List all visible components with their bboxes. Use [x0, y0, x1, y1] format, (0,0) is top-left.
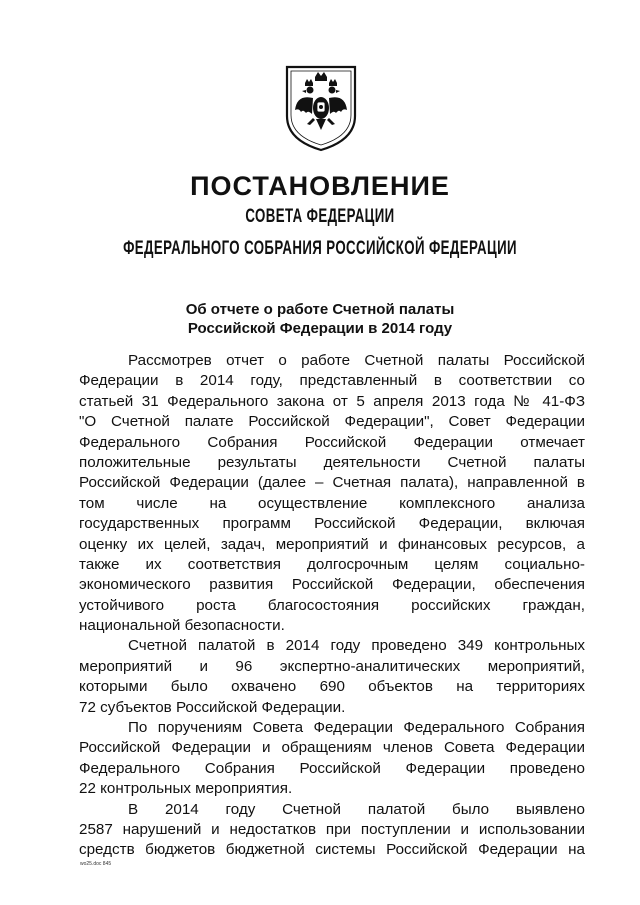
body-line: Счетной палатой в 2014 году проведено 349 контрольных [128, 637, 585, 655]
body-line: Рассмотрев отчет о работе Счетной палаты Российской [128, 352, 585, 369]
body-line: оценку их целей, задач, мероприятий и финансовых ресурсов, а [79, 535, 585, 553]
issuing-body-line-1: СОВЕТА ФЕДЕРАЦИИ [245, 204, 395, 227]
double-headed-eagle-icon [283, 64, 359, 152]
body-line: 72 субъектов Российской Федерации. [79, 698, 346, 716]
body-line: 22 контрольных мероприятия. [79, 780, 293, 798]
body-line: также их соответствия долгосрочным целям социально- [79, 555, 585, 573]
document-title: ПОСТАНОВЛЕНИЕ [190, 171, 450, 201]
body-line: 2587 нарушений и недостатков при поступлении и использовании [79, 820, 585, 838]
body-line: устойчивого роста благосостояния российских граждан, [79, 596, 585, 614]
footer-document-code: wo25.doc 845 [80, 861, 112, 867]
body-line: статьей 31 Федерального закона от 5 апреля 2013 года № 41-ФЗ [79, 392, 585, 410]
document-body [79, 351, 585, 861]
issuing-body-line-2: ФЕДЕРАЛЬНОГО СОБРАНИЯ РОССИЙСКОЙ ФЕДЕРАЦИИ [123, 236, 517, 259]
body-line: том числе на осуществление комплексного анализа [79, 494, 585, 512]
body-line: экономического развития Российской Федерации, обеспечения [79, 576, 585, 594]
body-line: В 2014 году Счетной палатой было выявлено [128, 800, 585, 818]
coat-of-arms-emblem [283, 64, 359, 152]
body-line: Федерального Собрания Российской Федерации отмечает [79, 433, 585, 451]
body-line: средств бюджетов бюджетной системы Российской Федерации на [79, 841, 585, 859]
body-line: национальной безопасности. [79, 617, 285, 635]
body-line: положительные результаты деятельности Счетной палаты [79, 453, 585, 471]
document-subject-line-2: Российской Федерации в 2014 году [187, 320, 453, 337]
body-line: Российской Федерации и обращениям членов Совета Федерации [79, 739, 585, 757]
body-line: Российской Федерации (далее – Счетная палата), направленной в [79, 474, 585, 492]
body-line: которыми было охвачено 690 объектов на территориях [79, 678, 585, 696]
body-line: Федерации в 2014 году, представленный в соответствии со [79, 372, 585, 390]
body-line: По поручениям Совета Федерации Федерального Собрания [128, 719, 585, 737]
document-subject-line-1: Об отчете о работе Счетной палаты [185, 301, 455, 318]
body-line: Федерального Собрания Российской Федерации проведено [79, 759, 585, 777]
body-line: государственных программ Российской Федерации, включая [79, 515, 585, 533]
body-line: "О Счетной палате Российской Федерации", Совет Федерации [79, 413, 585, 431]
body-line: мероприятий и 96 экспертно-аналитических мероприятий, [79, 657, 585, 675]
